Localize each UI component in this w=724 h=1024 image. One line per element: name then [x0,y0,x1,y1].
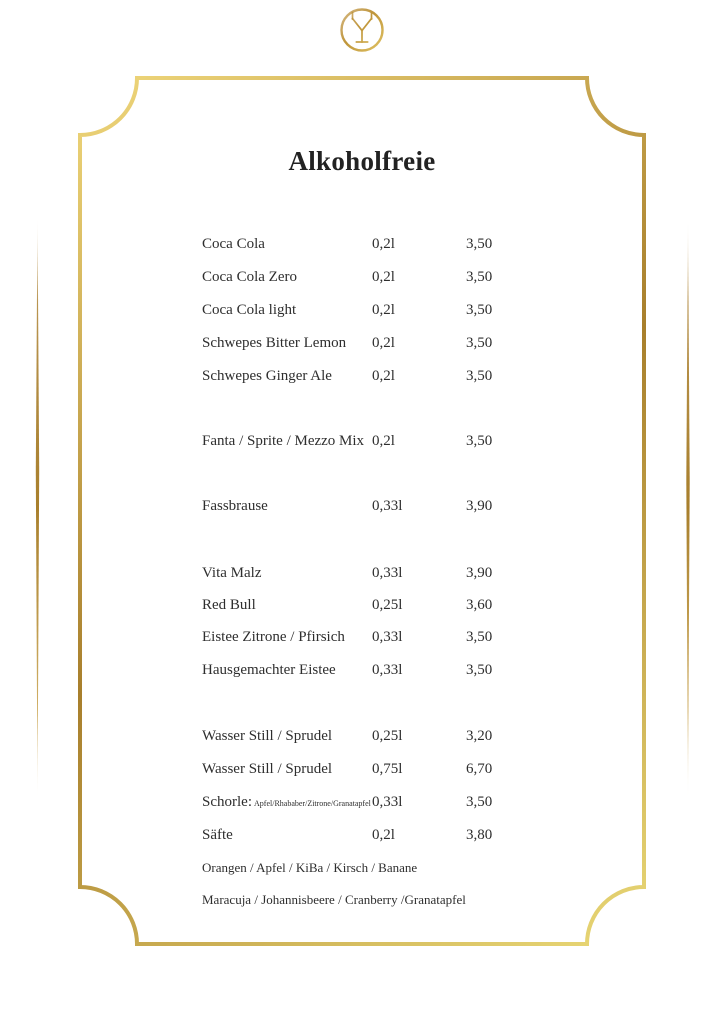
juice-flavors-line-2: Maracuja / Johannisbeere / Cranberry /Granatapfel [202,892,466,907]
item-name: Coca Cola [202,236,265,252]
item-name: Schwepes Bitter Lemon [202,335,347,351]
item-price: 3,90 [466,565,493,581]
item-note: Apfel/Rhababer/Zitrone/Granatapfel [254,799,371,808]
item-size: 0,75l [372,761,403,777]
item-size: 0,25l [372,728,403,744]
menu-row [202,267,542,287]
item-name: Coca Cola light [202,302,297,318]
item-price: 3,20 [466,728,493,744]
item-price: 3,80 [466,827,493,843]
menu-row [202,726,542,746]
menu-row [202,366,542,386]
item-price: 3,50 [466,269,493,285]
item-price: 3,50 [466,335,493,351]
item-price: 3,50 [466,662,493,678]
item-name: Fassbrause [202,498,268,514]
item-price: 3,50 [466,794,493,810]
menu-row [202,563,542,583]
item-name: Red Bull [202,597,256,613]
item-name: Eistee Zitrone / Pfirsich [202,629,345,645]
item-price: 3,50 [466,629,493,645]
item-price: 3,50 [466,302,493,318]
item-price: 3,50 [466,368,493,384]
item-size: 0,2l [372,827,395,843]
item-price: 3,60 [466,597,493,613]
item-size: 0,33l [372,498,403,514]
item-size: 0,2l [372,236,395,252]
item-name: Säfte [202,827,233,843]
item-size: 0,33l [372,794,403,810]
item-size: 0,2l [372,269,395,285]
menu-row [202,234,542,254]
item-name: Schwepes Ginger Ale [202,368,332,384]
item-name: Hausgemachter Eistee [202,662,336,678]
item-size: 0,2l [372,368,395,384]
menu-row [202,759,542,779]
item-name: Wasser Still / Sprudel [202,761,333,777]
menu-row [202,431,542,451]
item-size: 0,2l [372,302,395,318]
item-name: Schorle: [202,794,252,810]
menu-row [202,792,542,812]
item-price: 3,50 [466,433,493,449]
item-name: Wasser Still / Sprudel [202,728,333,744]
item-size: 0,33l [372,629,403,645]
item-name: Vita Malz [202,565,262,581]
item-size: 0,25l [372,597,403,613]
item-size: 0,33l [372,662,403,678]
menu-row [202,825,542,845]
item-price: 3,50 [466,236,493,252]
item-price: 6,70 [466,761,493,777]
item-name: Fanta / Sprite / Mezzo Mix [202,433,365,449]
menu-row [202,496,542,516]
juice-flavors-line-1: Orangen / Apfel / KiBa / Kirsch / Banane [202,860,418,875]
menu-row [202,660,542,680]
item-price: 3,90 [466,498,493,514]
item-size: 0,33l [372,565,403,581]
menu-row [202,595,542,615]
item-size: 0,2l [372,335,395,351]
menu-row [202,300,542,320]
item-name: Coca Cola Zero [202,269,297,285]
page-title: Alkoholfreie [288,146,436,176]
item-size: 0,2l [372,433,395,449]
menu-row [202,333,542,353]
menu-row [202,627,542,647]
